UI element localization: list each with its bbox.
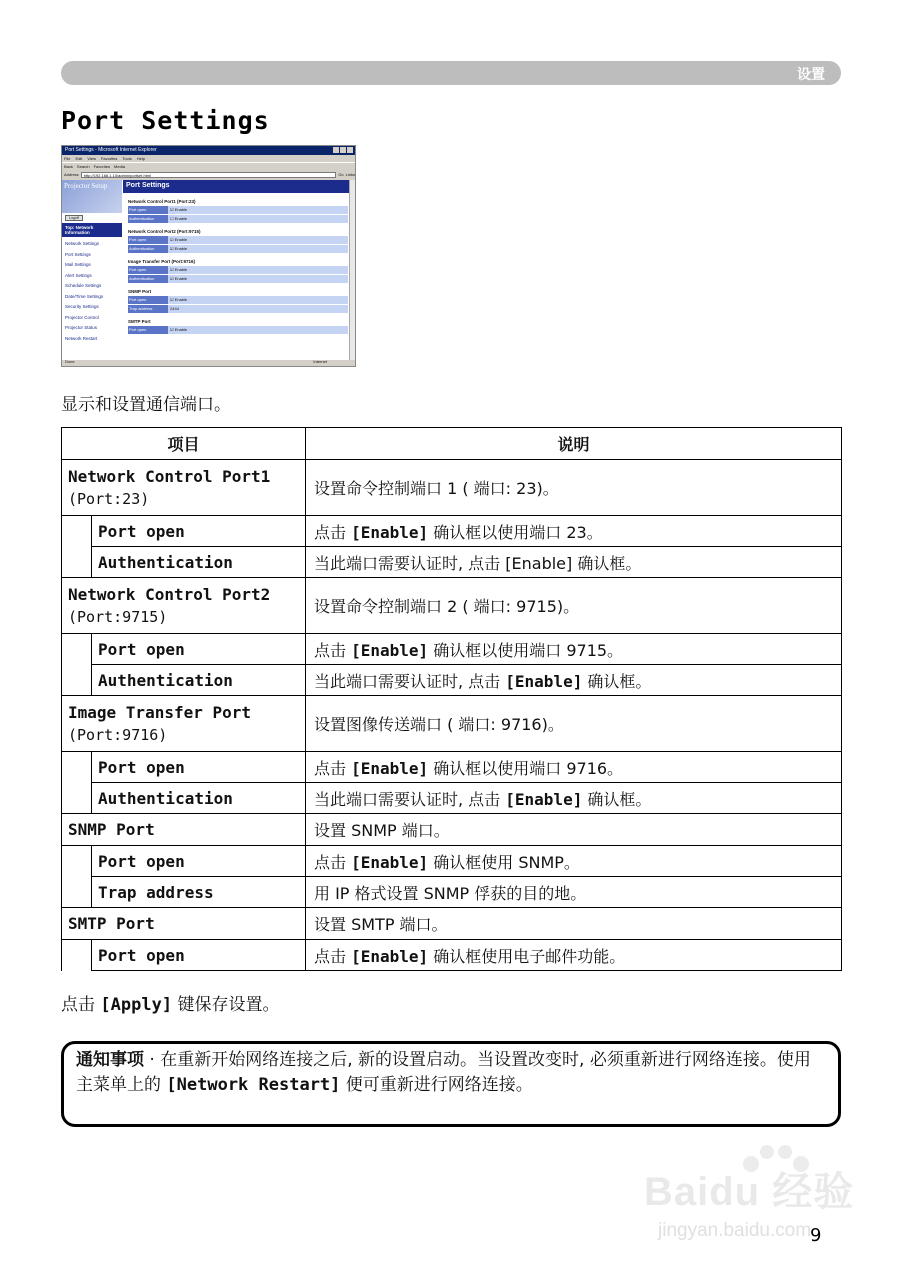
sub-desc: 用 IP 格式设置 SNMP 俘获的目的地。 xyxy=(306,877,842,908)
web-section-title: Image Transfer Port (Port:9716) xyxy=(128,259,196,264)
group-cell xyxy=(62,814,306,846)
status-left: Done xyxy=(65,359,75,364)
address-label: Address xyxy=(64,172,79,177)
web-sidebar xyxy=(62,180,122,360)
sub-desc: 当此端口需要认证时, 点击 [Enable] 确认框。 xyxy=(306,783,842,814)
table-row xyxy=(62,547,842,578)
web-setting-row: Authentication ☐ Enable xyxy=(128,215,348,223)
web-setting-row: Port open ☑ Enable xyxy=(128,326,348,334)
web-setting-row: Port open ☑ Enable xyxy=(128,206,348,214)
sub-item: Authentication xyxy=(92,547,306,578)
web-menu-item: Date/Time Settings xyxy=(65,293,104,299)
group-title: SNMP Port xyxy=(68,819,155,839)
table-header-row xyxy=(62,428,842,460)
logoff-button: Logoff xyxy=(65,215,83,221)
sub-item: Port open xyxy=(92,940,306,971)
sub-desc: 点击 [Enable] 确认框使用电子邮件功能。 xyxy=(306,940,842,971)
table-row xyxy=(62,783,842,814)
baidu-watermark xyxy=(636,1140,856,1250)
web-main xyxy=(123,180,351,360)
group-subtitle: (Port:9715) xyxy=(68,607,168,626)
table-row xyxy=(62,516,842,547)
web-menu-item: Network Restart xyxy=(65,335,98,341)
address-field: http://192.168.1.10/admin/portset.html xyxy=(81,172,337,178)
group-desc: 设置 SMTP 端口。 xyxy=(306,908,842,940)
projector-setup-logo: Projector Setup xyxy=(62,180,122,213)
toolbar-back: Back xyxy=(64,164,73,169)
web-section-title: Network Control Port2 (Port:9715) xyxy=(128,229,201,234)
browser-screenshot xyxy=(61,145,356,367)
group-title: Network Control Port2 xyxy=(68,584,271,604)
table-row xyxy=(62,814,842,846)
network-restart-key: [Network Restart] xyxy=(166,1075,341,1095)
web-main-title: Port Settings xyxy=(123,180,351,193)
sub-item: Authentication xyxy=(92,783,306,814)
sub-desc: 点击 [Enable] 确认框使用 SNMP。 xyxy=(306,846,842,877)
group-title: Image Transfer Port xyxy=(68,702,252,722)
sub-desc: 当此端口需要认证时, 点击 [Enable] 确认框。 xyxy=(306,665,842,696)
sub-desc: 点击 [Enable] 确认框以使用端口 9715。 xyxy=(306,634,842,665)
web-side-menu xyxy=(62,239,122,344)
group-title: Network Control Port1 xyxy=(68,466,271,486)
table-row xyxy=(62,908,842,940)
section-header-bar xyxy=(61,61,841,85)
web-menu-item: Projector Status xyxy=(65,325,98,330)
toolbar-favorites: Favorites xyxy=(93,164,111,169)
apply-key: [Apply] xyxy=(100,995,173,1015)
browser-statusbar xyxy=(62,358,356,366)
web-menu-item: Security Settings xyxy=(65,304,99,309)
web-menu-item: Schedule Settings xyxy=(65,283,102,288)
web-setting-row: Port open ☑ Enable xyxy=(128,296,348,304)
web-setting-row: Port open ☑ Enable xyxy=(128,236,348,244)
sub-item: Authentication xyxy=(92,665,306,696)
web-setting-row: Port open ☑ Enable xyxy=(128,266,348,274)
web-setting-row: Authentication ☑ Enable xyxy=(128,245,348,253)
menu-favorites: Favorites xyxy=(100,156,118,161)
table-row xyxy=(62,696,842,752)
menu-file: File xyxy=(64,156,71,161)
maximize-icon xyxy=(340,147,346,153)
sub-item: Port open xyxy=(92,516,306,547)
menu-view: View xyxy=(87,156,96,161)
notice-title: 通知事项 xyxy=(76,1050,144,1070)
toolbar-search: Search xyxy=(76,164,90,169)
browser-titlebar xyxy=(62,146,355,155)
watermark-url: jingyan.baidu.com xyxy=(658,1220,812,1241)
sub-desc: 点击 [Enable] 确认框以使用端口 23。 xyxy=(306,516,842,547)
web-menu-item: Network Settings xyxy=(65,241,100,246)
web-section-title: SMTP Port xyxy=(128,319,151,324)
settings-table xyxy=(61,427,842,971)
minimize-icon xyxy=(333,147,339,153)
table-row xyxy=(62,752,842,783)
top-nav: Top: Network Information xyxy=(62,223,122,237)
page-number: 9 xyxy=(810,1225,822,1246)
table-row xyxy=(62,846,842,877)
sub-item: Port open xyxy=(92,634,306,665)
web-section-title: Network Control Port1 (Port:23) xyxy=(128,199,196,204)
sub-desc: 点击 [Enable] 确认框以使用端口 9716。 xyxy=(306,752,842,783)
web-menu-item: Port Settings xyxy=(65,251,91,257)
group-cell xyxy=(62,696,306,752)
menu-edit: Edit xyxy=(75,156,83,161)
apply-instruction: 点击 [Apply] 键保存设置。 xyxy=(61,995,280,1015)
menu-tools: Tools xyxy=(122,156,132,161)
browser-window-title: Port Settings - Microsoft Internet Explorer xyxy=(65,147,157,153)
browser-content xyxy=(62,180,351,360)
web-setting-row: Authentication ☑ Enable xyxy=(128,275,348,283)
table-row xyxy=(62,460,842,516)
group-title: SMTP Port xyxy=(68,913,155,933)
group-cell xyxy=(62,460,306,516)
group-cell xyxy=(62,578,306,634)
web-setting-row: Trap address 2444 xyxy=(128,305,348,313)
toolbar-media: Media xyxy=(114,164,125,169)
table-row xyxy=(62,578,842,634)
sub-item: Trap address xyxy=(92,877,306,908)
web-menu-item: Alert Settings xyxy=(65,272,92,278)
web-menu-item: Mail Settings xyxy=(65,262,91,267)
web-section-title: SNMP Port xyxy=(128,289,152,294)
close-icon xyxy=(347,147,353,153)
group-subtitle: (Port:9716) xyxy=(68,725,168,744)
browser-addressbar xyxy=(62,171,355,179)
sub-item: Port open xyxy=(92,846,306,877)
browser-toolbar xyxy=(62,162,355,171)
col-item-header: 项目 xyxy=(62,428,306,460)
group-desc: 设置图像传送端口 ( 端口: 9716)。 xyxy=(306,696,842,752)
watermark-logo: Baidu 经验 xyxy=(644,1170,855,1214)
web-menu-item: Projector Control xyxy=(65,314,99,320)
status-right: Internet xyxy=(313,359,327,364)
col-desc-header: 说明 xyxy=(306,428,842,460)
browser-menubar xyxy=(62,155,355,162)
group-desc: 设置命令控制端口 1 ( 端口: 23)。 xyxy=(306,460,842,516)
page-title: Port Settings xyxy=(61,106,270,135)
table-row xyxy=(62,940,842,971)
group-desc: 设置命令控制端口 2 ( 端口: 9715)。 xyxy=(306,578,842,634)
links-label: Links xyxy=(345,172,355,177)
group-cell xyxy=(62,908,306,940)
table-row xyxy=(62,877,842,908)
menu-help: Help xyxy=(136,156,145,161)
go-label: Go xyxy=(338,172,344,177)
table-row xyxy=(62,665,842,696)
intro-text: 显示和设置通信端口。 xyxy=(61,395,231,415)
sub-desc: 当此端口需要认证时, 点击 [Enable] 确认框。 xyxy=(306,547,842,578)
group-subtitle: (Port:23) xyxy=(68,489,150,508)
notice-box: 通知事项 · 在重新开始网络连接之后, 新的设置启动。当设置改变时, 必须重新进行网络连接。使用主菜单上的 [Network Restart] 便可重新进行网络连接。 xyxy=(61,1041,841,1127)
sub-item: Port open xyxy=(92,752,306,783)
browser-scrollbar xyxy=(349,180,355,360)
group-desc: 设置 SNMP 端口。 xyxy=(306,814,842,846)
table-row xyxy=(62,634,842,665)
section-label: 设置 xyxy=(797,67,825,83)
